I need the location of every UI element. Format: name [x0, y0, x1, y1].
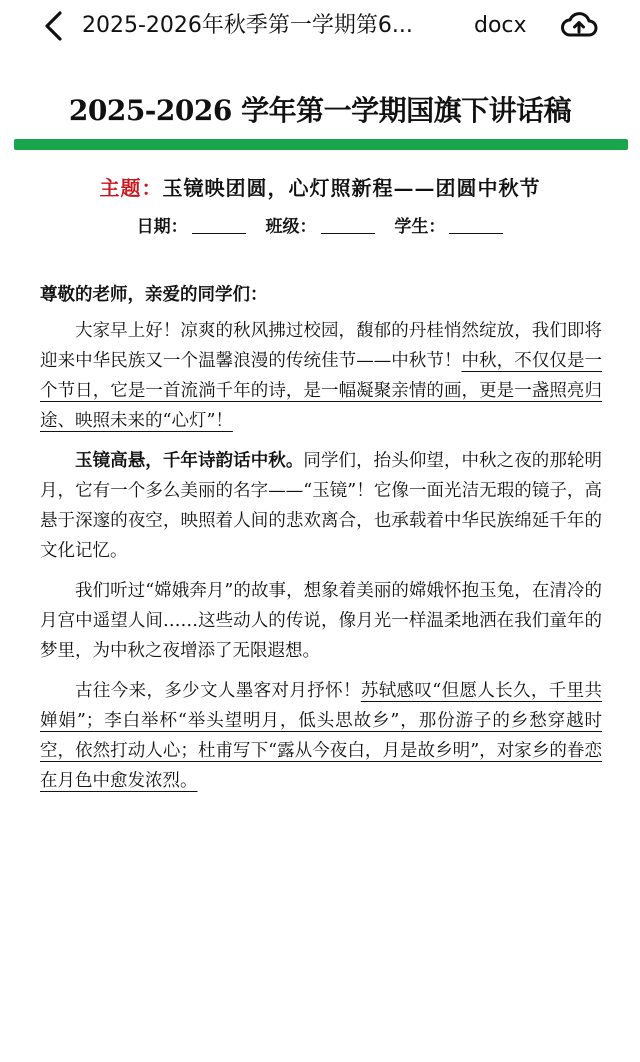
cloud-upload-icon[interactable] — [560, 8, 598, 42]
file-title: 2025-2026年秋季第一学期第6... — [82, 13, 413, 38]
theme-line — [0, 173, 640, 203]
document-body — [40, 280, 602, 806]
theme-label: 主题： — [99, 176, 163, 200]
greeting: 尊敬的老师，亲爱的同学们： — [40, 285, 268, 305]
student-label: 学生： — [394, 217, 446, 237]
paragraph-1 — [40, 316, 602, 436]
paragraph-4-intro: 古往今来，多少文人墨客对月抒怀！ — [75, 681, 361, 701]
info-fields — [0, 213, 640, 241]
paragraph-2 — [40, 446, 602, 566]
student-blank — [449, 213, 503, 234]
file-extension: docx — [474, 13, 527, 38]
top-bar — [0, 0, 640, 52]
theme-text: 玉镜映团圆，心灯照新程——团圆中秋节 — [162, 176, 541, 200]
back-arrow-icon[interactable] — [40, 10, 68, 42]
paragraph-1-intro: 大家早上好！凉爽的秋风拂过校园，馥郁的丹桂悄然绽放，我们即将迎来中华民族又一个温馨浪漫的传统佳节——中秋节！ — [40, 321, 602, 371]
paragraph-2-text: 同学们，抬头仰望，中秋之夜的那轮明月，它有一个多么美丽的名字——“玉镜”！它像一面光洁无瑕的镜子，高悬于深邃的夜空，映照着人间的悲欢离合，也承载着中华民族绵延千年的文化记忆。 — [40, 451, 603, 561]
date-label: 日期： — [136, 217, 188, 237]
paragraph-4 — [40, 676, 602, 796]
class-blank — [321, 213, 375, 234]
paragraph-2-heading: 玉镜高悬，千年诗韵话中秋。 — [75, 451, 304, 471]
paragraph-1-underlined: 中秋，不仅仅是一个节日，它是一首流淌千年的诗，是一幅凝聚亲情的画，更是一盏照亮归途、映照未来的“心灯”！ — [40, 351, 603, 431]
class-label: 班级： — [265, 217, 317, 237]
title-divider — [14, 139, 628, 150]
paragraph-4-underlined: 苏轼感叹“但愿人长久，千里共婵娟”；李白举杯“举头望明月，低头思故乡”，那份游子的乡愁穿越时空，依然打动人心；杜甫写下“露从今夜白，月是故乡明”，对家乡的眷恋在月色中愈发浓烈。 — [40, 681, 603, 791]
paragraph-3: 我们听过“嫦娥奔月”的故事，想象着美丽的嫦娥怀抱玉兔，在清冷的月宫中遥望人间……这些动人的传说，像月光一样温柔地洒在我们童年的梦里，为中秋之夜增添了无限遐想。 — [40, 581, 602, 661]
document-title: 2025-2026 学年第一学期国旗下讲话稿 — [68, 94, 572, 127]
date-blank — [192, 213, 246, 234]
